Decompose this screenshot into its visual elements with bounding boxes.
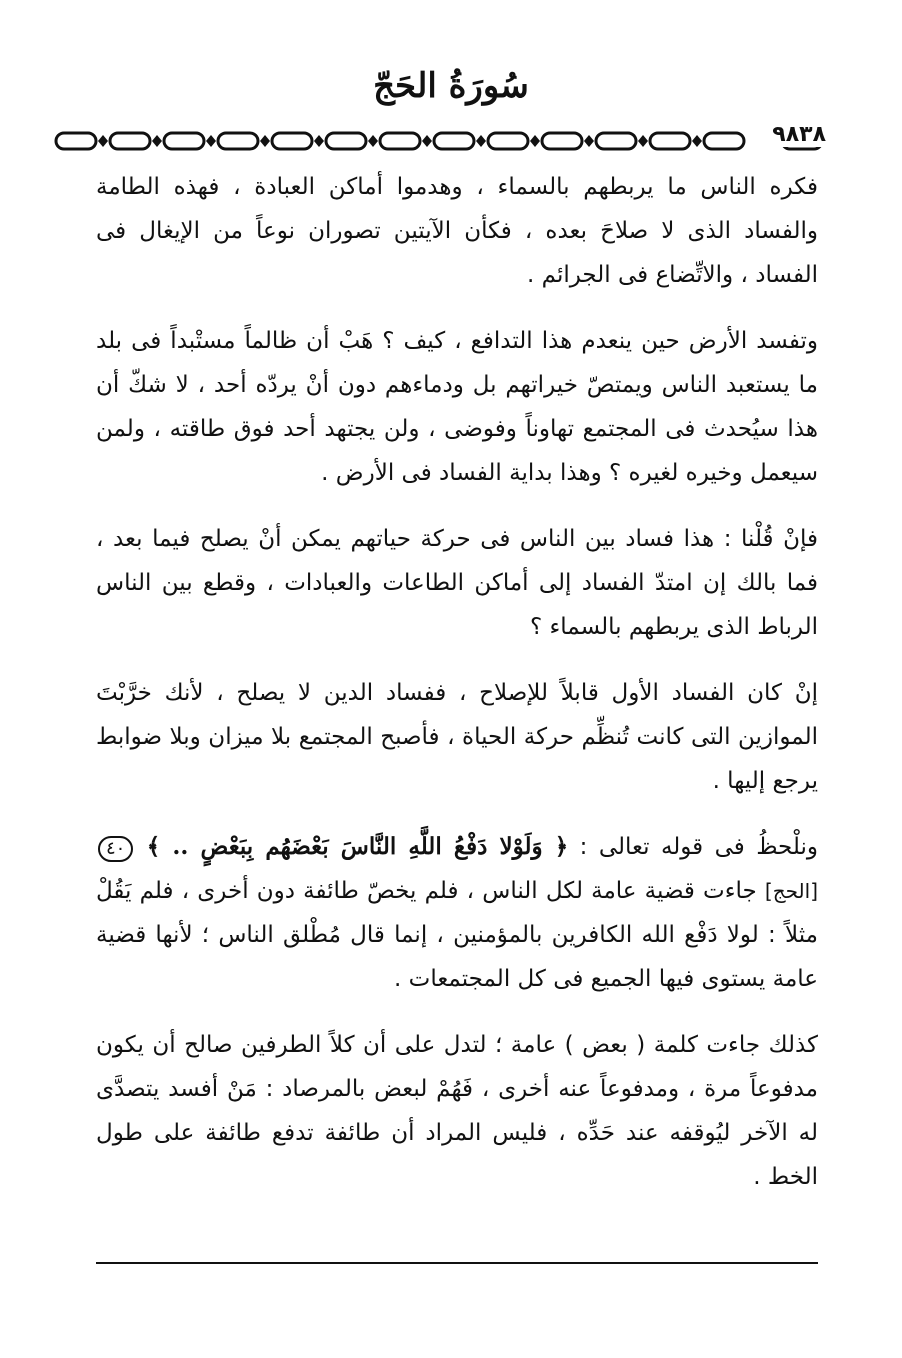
paragraph-6: كذلك جاءت كلمة ( بعض ) عامة ؛ لتدل على أن كلاً الطرفين صالح أن يكون مدفوعاً مرة ، ومدفوعاً عنه أخرى ، فَهُمْ لبعض بالمرصاد : مَنْ أفسد يتصدَّى له الآخر ليُوقفه عند حَدِّه ، فليس المراد أن طائفة تدفع طائفة على طول الخط . <box>96 1032 818 1190</box>
verse-commentary: جاءت قضية عامة لكل الناس ، فلم يخصّ طائفة دون أخرى ، فلم يَقُلْ مثلاً : لولا دَفْع الله الكافرين بالمؤمنين ، إنما قال مُطْلق الناس ؛ لأنها قضية عامة يستوى فيها الجميع فى كل المجتمعات . <box>96 878 818 992</box>
page-body <box>96 165 818 1221</box>
surah-reference: [الحج] <box>764 879 818 903</box>
quran-verse: ﴿ وَلَوْلا دَفْعُ اللَّهِ النَّاسَ بَعْضَهُم بِبَعْضٍ .. ﴾ <box>146 833 569 860</box>
paragraph-1: فكره الناس ما يربطهم بالسماء ، وهدموا أماكن العبادة ، فهذه الطامة والفساد الذى لا صلاحَ بعده ، فكأن الآيتين تصوران نوعاً من الإيغال فى الفساد ، والاتِّضاع فى الجرائم . <box>96 174 818 288</box>
chain-ornament <box>52 124 826 158</box>
paragraph-3: فإنْ قُلْنا : هذا فساد بين الناس فى حركة حياتهم يمكن أنْ يصلح فيما بعد ، فما بالك إن امتدّ الفساد إلى أماكن الطاعات والعبادات ، وقطع بين الناس الرباط الذى يربطهم بالسماء ؟ <box>96 526 818 640</box>
paragraph-4: إنْ كان الفساد الأول قابلاً للإصلاح ، ففساد الدين لا يصلح ، لأنك خرَّبْتَ الموازين التى كانت تُنظِّم حركة الحياة ، فأصبح المجتمع بلا ميزان وبلا ضوابط يرجع إليها . <box>96 680 818 794</box>
surah-title: سُورَةُ الحَجّ <box>373 66 529 106</box>
page-number: ٩٨٣٨ <box>768 122 830 147</box>
paragraph-5-verse <box>96 825 818 1001</box>
verse-intro: ونلْحظُ فى قوله تعالى : <box>568 834 819 860</box>
ayah-number-badge: ٤٠ <box>98 836 133 862</box>
paragraph-2: وتفسد الأرض حين ينعدم هذا التدافع ، كيف ؟ هَبْ أن ظالماً مستْبداً فى بلد ما يستعبد الناس ويمتصّ خيراتهم بل ودماءهم دون أنْ يردّه أحد ، لا شكّ أن هذا سيُحدث فى المجتمع تهاوناً وفوضى ، ولن يجتهد أحد فوق طاقته ، ولمن سيعمل وخيره لغيره ؟ وهذا بداية الفساد فى الأرض . <box>96 328 818 486</box>
footer-rule <box>96 1262 818 1264</box>
